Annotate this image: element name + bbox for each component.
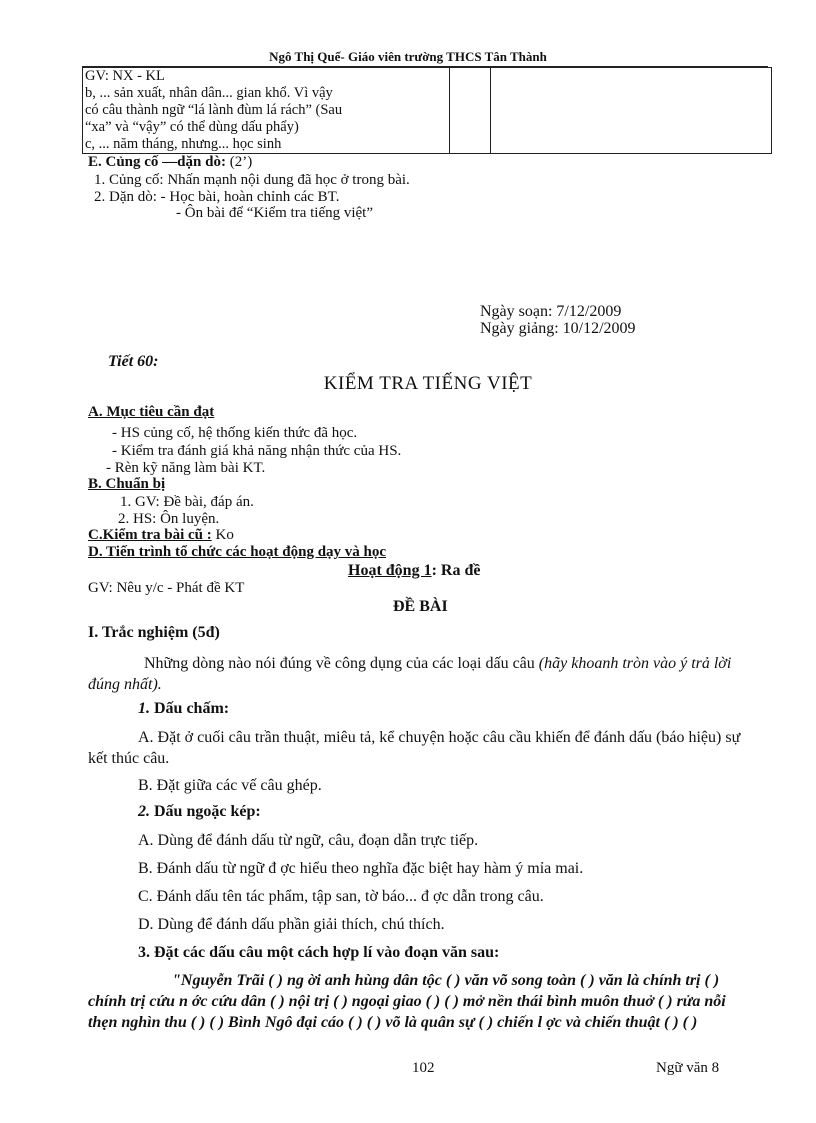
footer-subject: Ngữ văn 8 [656,1060,720,1076]
page-number: 102 [412,1060,435,1076]
lesson-table [82,67,772,154]
date-teach: Ngày giảng: 10/12/2009 [480,320,636,337]
table-empty-cell [491,68,772,154]
lesson-title: KIỂM TRA TIẾNG VIỆT [323,373,533,394]
section-a-item: - HS củng cố, hệ thống kiến thức đã học. [112,425,358,441]
section-c-heading: C.Kiểm tra bài cũ : [88,527,212,543]
q3-heading: 3. Đặt các dấu câu một cách hợp lí vào đoạn văn sau: [138,944,500,961]
activity-rest: : Ra đề [431,562,481,579]
consolidate-heading: E. Củng cố —dặn dò: [88,154,226,170]
q1-number: 1. [138,700,150,717]
table-line: GV: NX - KL [85,68,165,84]
section-a-heading: A. Mục tiêu cần đạt [88,404,215,420]
exam-intro [88,653,754,695]
section-d-heading: D. Tiến trình tổ chức các hoạt động dạy và học [88,544,387,560]
lesson-label: Tiết 60: [108,353,159,370]
q2-heading [138,803,261,821]
intro-text: Những dòng nào nói đúng về công dụng của các loại dấu câu [144,655,539,672]
section-c-value: Ko [211,527,234,543]
q1-title: Dấu chấm: [150,700,230,717]
activity-line [348,562,480,580]
page-header: Ngô Thị Quế- Giáo viên trường THCS Tân Thành [269,49,547,64]
table-line: “xa” và “vậy” có thể dùng dấu phẩy) [85,119,299,135]
q2-option-b: B. Đánh dấu từ ngữ đ ợc hiểu theo nghĩa đặc biệt hay hàm ý mỉa mai. [138,860,584,877]
intro-note: (hãy khoanh tròn vào ý trả lời đúng nhất). [88,655,732,693]
section-a-item: - Kiểm tra đánh giá khả năng nhận thức của HS. [112,443,402,459]
consolidate-item: 2. Dặn dò: - Học bài, hoàn chỉnh các BT. [94,189,340,205]
q2-option-c: C. Đánh dấu tên tác phẩm, tập san, tờ báo... đ ợc dẫn trong câu. [138,888,544,905]
table-empty-cell [450,68,491,154]
exam-title: ĐỀ BÀI [393,598,448,615]
consolidate-heading-line [88,154,252,171]
date-prepare: Ngày soạn: 7/12/2009 [480,303,622,320]
table-line: b, ... sản xuất, nhân dân... gian khổ. Vì vậy [85,85,333,101]
q2-option-d: D. Dùng để đánh dấu phần giải thích, chú thích. [138,916,445,933]
section-b-item: 2. HS: Ôn luyện. [118,511,220,527]
q2-number: 2. [138,803,150,820]
section-c-line [88,527,234,544]
gv-instruction: GV: Nêu y/c - Phát đề KT [88,580,245,596]
q2-title: Dấu ngoặc kép: [150,803,261,820]
q1-option-a: A. Đặt ở cuối câu trần thuật, miêu tả, kể chuyện hoặc câu cầu khiến để đánh dấu (báo hiệu) sự kết thúc câu. [88,729,741,767]
q1-option-b: B. Đặt giữa các vế câu ghép. [138,777,322,794]
consolidate-time: (2’) [225,154,253,170]
q3-passage: "Nguyễn Trãi ( ) ng ời anh hùng dân tộc ( ) văn võ song toàn ( ) văn là chính trị ( ) chính trị cứu n ớc cứu dân ( ) nội trị ( ) ngoại giao ( ) ( ) mở nền thái bình muôn thuở ( ) rửa nỗi thẹn nghìn thu ( ) ( ) Bình Ngô đại cáo ( ) ( ) võ là quân sự ( ) chiến l ợc và chiến thuật ( ) ( ) [88,972,726,1031]
section-a-item: - Rèn kỹ năng làm bài KT. [106,460,266,476]
table-line: c, ... năm tháng, nhưng... học sinh [85,136,282,152]
section-b-heading: B. Chuẩn bị [88,476,166,492]
table-content-cell [83,68,450,154]
q2-option-a: A. Dùng để đánh dấu từ ngữ, câu, đoạn dẫn trực tiếp. [138,832,479,849]
section-b-item: 1. GV: Đề bài, đáp án. [120,494,254,510]
table-line: có câu thành ngữ “lá lành đùm lá rách” (Sau [85,102,343,118]
consolidate-item: - Ôn bài để “Kiểm tra tiếng việt” [176,205,374,221]
q1-heading [138,700,229,718]
activity-label: Hoạt động 1 [348,562,432,579]
part1-heading: I. Trắc nghiệm (5đ) [88,624,220,641]
consolidate-item: 1. Củng cố: Nhấn mạnh nội dung đã học ở trong bài. [94,172,410,188]
